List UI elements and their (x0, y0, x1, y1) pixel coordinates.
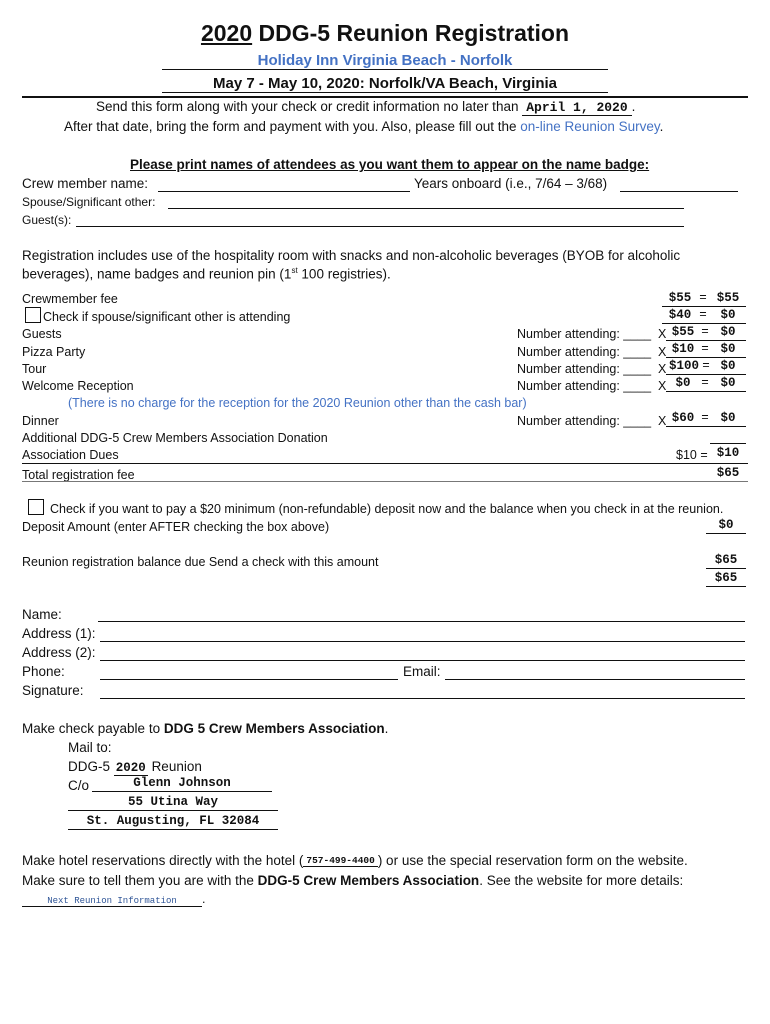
spouse-name-label: Spouse/Significant other: (22, 195, 156, 209)
reception-fee-total: $0 (720, 376, 736, 390)
tour-x: X (658, 362, 667, 376)
form-title (0, 20, 770, 47)
phone-label: Phone: (22, 664, 65, 679)
event-dates: May 7 - May 10, 2020: Norfolk/VA Beach, Virginia (212, 75, 558, 92)
crewmember-underline (662, 306, 746, 307)
phone-input[interactable] (100, 664, 398, 680)
donation-underline (710, 443, 746, 444)
email-input[interactable] (445, 664, 745, 680)
dues-label: Association Dues (22, 448, 119, 462)
years-onboard-input[interactable] (620, 176, 738, 192)
dinner-number-attending[interactable]: Number attending: ____ (517, 414, 652, 428)
co-name: Glenn Johnson (133, 776, 231, 790)
balance-underline-2 (706, 586, 746, 587)
spouse-eq: = (699, 308, 707, 322)
pizza-fee-label: Pizza Party (22, 345, 86, 359)
address1-input[interactable] (100, 626, 745, 642)
mail-street: 55 Utina Way (127, 795, 218, 809)
mail-to-label: Mail to: (68, 740, 112, 755)
pizza-x: X (658, 345, 667, 359)
survey-line: After that date, bring the form and payment with you. Also, please fill out the on-line Reunion Survey. (64, 119, 664, 134)
tour-eq: = (702, 359, 710, 373)
co-label: C/o (68, 778, 90, 793)
dues-prefix: $10 = (676, 448, 708, 462)
venue-name: Holiday Inn Virginia Beach - Norfolk (257, 52, 513, 69)
spouse-fee-total: $0 (720, 308, 736, 322)
dinner-underline (666, 426, 746, 427)
spouse-fee-unit: $40 (668, 308, 692, 322)
dinner-fee-total: $0 (720, 411, 736, 425)
mail-year: 2020 (115, 761, 146, 775)
reception-eq: = (701, 376, 709, 390)
mail-ddg-line: DDG-5 2020 Reunion (68, 759, 202, 775)
signature-label: Signature: (22, 683, 84, 698)
survey-link[interactable]: on-line Reunion Survey (520, 119, 660, 134)
guests-eq: = (701, 325, 709, 339)
deposit-checkbox[interactable] (28, 499, 44, 515)
payable-org: DDG 5 Crew Members Association (163, 721, 385, 736)
dues-total: $10 (716, 446, 740, 460)
dates-underline (162, 92, 608, 93)
pizza-underline (666, 357, 746, 358)
crew-name-label: Crew member name: (22, 176, 149, 191)
donation-label: Additional DDG-5 Crew Members Association Donation (22, 431, 328, 445)
balance-value: $65 (714, 553, 738, 567)
city-underline (68, 829, 278, 830)
guests-label: Guest(s): (22, 213, 72, 227)
signature-input[interactable] (100, 683, 745, 699)
mail-city: St. Augusting, FL 32084 (86, 814, 260, 828)
crewmember-fee-unit: $55 (668, 291, 692, 305)
hotel-line-1: Make hotel reservations directly with the hotel ( 757-499-4400 ) or use the special reservation form on the website. (22, 853, 688, 868)
deadline-value: April 1, 2020 (522, 100, 631, 116)
dinner-eq: = (701, 411, 709, 425)
tour-fee-label: Tour (22, 362, 47, 376)
reception-underline (666, 391, 746, 392)
guests-fee-label: Guests (22, 327, 62, 341)
tour-number-attending[interactable]: Number attending: ____ (517, 362, 652, 376)
payable-line: Make check payable to DDG 5 Crew Members Association. (22, 721, 389, 736)
guests-x: X (658, 327, 667, 341)
reception-number-attending[interactable]: Number attending: ____ (517, 379, 652, 393)
dues-rule (22, 463, 748, 464)
dinner-x: X (658, 414, 667, 428)
co-name-underline (92, 791, 272, 792)
deposit-check-label: Check if you want to pay a $20 minimum (non-refundable) deposit now and the balance when you check in at the reunion. (50, 502, 724, 516)
guests-fee-unit: $55 (671, 325, 695, 339)
hotel-phone: 757-499-4400 (303, 855, 377, 867)
street-underline (68, 810, 278, 811)
deposit-underline (706, 533, 746, 534)
crewmember-fee-total: $55 (716, 291, 740, 305)
pizza-fee-total: $0 (720, 342, 736, 356)
includes-line-2: beverages), name badges and reunion pin (1st 100 registries). (22, 266, 391, 282)
crewmember-eq: = (699, 291, 707, 305)
venue-underline (162, 69, 608, 70)
crew-name-input[interactable] (158, 176, 410, 192)
badge-heading: Please print names of attendees as you want them to appear on the name badge: (130, 157, 650, 172)
dinner-fee-label: Dinner (22, 414, 59, 428)
guests-underline (666, 340, 746, 341)
reception-x: X (658, 379, 667, 393)
balance-label: Reunion registration balance due Send a check with this amount (22, 555, 379, 569)
pizza-eq: = (701, 342, 709, 356)
reception-note: (There is no charge for the reception for the 2020 Reunion other than the cash bar) (68, 396, 527, 410)
deadline-line: Send this form along with your check or credit information no later than April 1, 2020 . (96, 99, 636, 115)
name-label: Name: (22, 607, 62, 622)
reception-fee-label: Welcome Reception (22, 379, 134, 393)
address2-input[interactable] (100, 645, 745, 661)
deposit-amount-value[interactable]: $0 (718, 518, 734, 532)
guests-fee-total: $0 (720, 325, 736, 339)
spouse-name-input[interactable] (168, 193, 684, 209)
spouse-underline (662, 323, 746, 324)
balance-underline (706, 568, 746, 569)
tour-fee-total: $0 (720, 359, 736, 373)
deposit-amount-label: Deposit Amount (enter AFTER checking the box above) (22, 520, 330, 534)
title-text: DDG-5 Reunion Registration (252, 20, 570, 46)
includes-line-1: Registration includes use of the hospitality room with snacks and non-alcoholic beverages (BYOB for alcoholic (22, 248, 681, 263)
guests-number-attending[interactable]: Number attending: ____ (517, 327, 652, 341)
pizza-number-attending[interactable]: Number attending: ____ (517, 345, 652, 359)
name-input[interactable] (98, 606, 745, 622)
hotel-line-2: Make sure to tell them you are with the DDG-5 Crew Members Association. See the website for more details: (22, 873, 684, 888)
tour-underline (666, 374, 746, 375)
spouse-attending-checkbox[interactable] (25, 307, 41, 323)
crewmember-fee-label: Crewmember fee (22, 292, 118, 306)
hotel-org: DDG-5 Crew Members Association (257, 873, 480, 888)
address2-label: Address (2): (22, 645, 96, 660)
balance-value-2: $65 (714, 571, 738, 585)
dinner-fee-unit: $60 (671, 411, 695, 425)
tour-fee-unit: $100 (668, 359, 699, 373)
title-year: 2020 (200, 20, 253, 46)
next-reunion-link[interactable]: Next Reunion Information (22, 896, 202, 907)
total-fee-value: $65 (716, 466, 740, 480)
reception-fee-unit: $0 (675, 376, 691, 390)
years-onboard-label: Years onboard (i.e., 7/64 – 3/68) (414, 176, 608, 191)
website-link-line: Next Reunion Information . (22, 892, 205, 907)
total-rule (22, 481, 748, 482)
spouse-attending-label: Check if spouse/significant other is attending (43, 310, 291, 324)
total-fee-label: Total registration fee (22, 468, 135, 482)
guests-input[interactable] (76, 211, 684, 227)
pizza-fee-unit: $10 (671, 342, 695, 356)
email-label: Email: (403, 664, 441, 679)
header-rule (22, 96, 748, 98)
address1-label: Address (1): (22, 626, 96, 641)
